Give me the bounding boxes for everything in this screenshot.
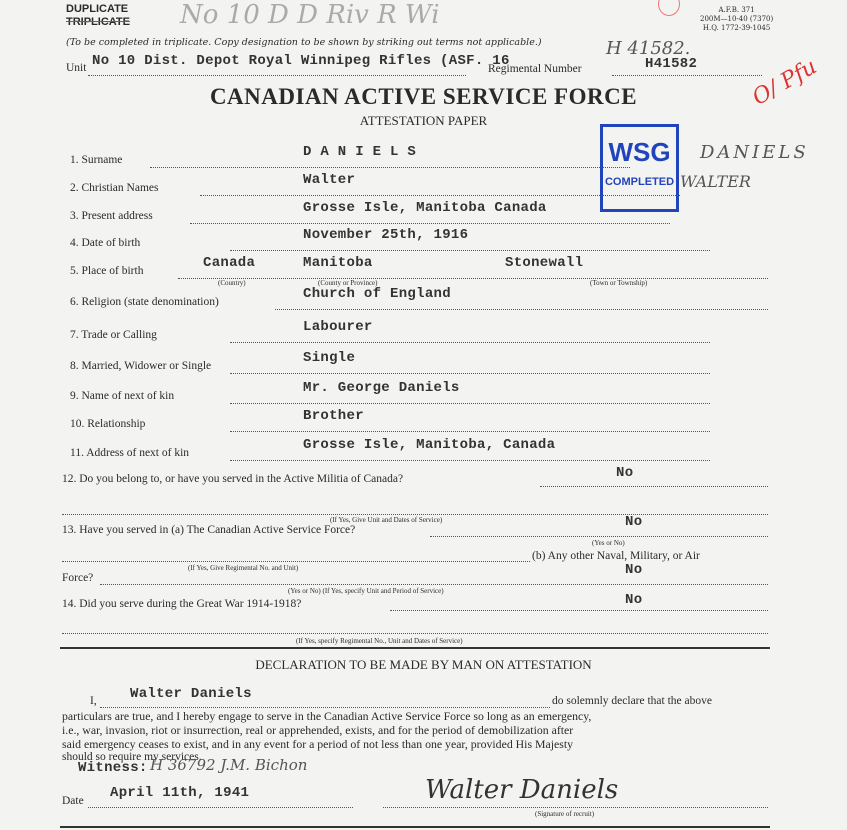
field-value: Grosse Isle, Manitoba Canada <box>303 200 547 216</box>
triplicate-label: TRIPLICATE <box>66 16 130 28</box>
field-label: 10. Relationship <box>70 418 146 430</box>
field-value: November 25th, 1916 <box>303 227 469 243</box>
answer-12: No <box>616 465 634 481</box>
field-value-town: Stonewall <box>505 255 584 271</box>
red-circle-mark <box>658 0 680 16</box>
field-value: Walter <box>303 172 356 188</box>
declaration-line: do solemnly declare that the above <box>552 695 712 707</box>
instruction-text: (To be completed in triplicate. Copy designation to be shown by striking out terms not applicable.) <box>66 37 542 48</box>
field-value: Single <box>303 350 356 366</box>
field-value: Church of England <box>303 286 451 302</box>
field-label: 11. Address of next of kin <box>70 447 190 459</box>
question-13b-cont: Force? <box>62 572 94 584</box>
field-label: 1. Surname <box>70 154 123 166</box>
answer-13a: No <box>625 514 643 530</box>
field-value: Mr. George Daniels <box>303 380 460 396</box>
note-13a: (Yes or No) <box>592 539 625 547</box>
signature-caption: (Signature of recruit) <box>535 810 595 818</box>
field-value: Grosse Isle, Manitoba, Canada <box>303 437 556 453</box>
form-codes <box>700 6 773 33</box>
unit-label: Unit <box>66 62 87 74</box>
note-13b: (If Yes, Give Regimental No. and Unit) <box>188 564 299 572</box>
margin-note-surname: DANIELS <box>700 142 809 163</box>
regimental-number-label: Regimental Number <box>488 63 582 75</box>
note-14: (If Yes, specify Regimental No., Unit and Dates of Service) <box>296 637 463 645</box>
declaration-line: particulars are true, and I hereby engage to serve in the Canadian Active Service Force so long as an emergency, <box>62 709 592 723</box>
margin-note-christian: WALTER <box>680 172 751 191</box>
question-14: 14. Did you serve during the Great War 1914-1918? <box>62 598 302 610</box>
note-12: (If Yes, Give Unit and Dates of Service) <box>330 516 443 524</box>
field-label: 7. Trade or Calling <box>70 329 157 341</box>
unit-value: No 10 Dist. Depot Royal Winnipeg Rifles (ASF. 16 <box>92 53 510 69</box>
field-label: 6. Religion (state denomination) <box>70 296 219 308</box>
wsg-completed-stamp <box>600 124 679 212</box>
form-title: CANADIAN ACTIVE SERVICE FORCE <box>209 84 638 109</box>
stamp-text: COMPLETED <box>604 176 675 188</box>
sub-caption: (County or Province) <box>318 279 378 287</box>
declaration-line: should so require my services. <box>62 751 202 763</box>
note-13b-2: (Yes or No) (If Yes, specify Unit and Period of Service) <box>288 587 444 595</box>
sub-caption: (Country) <box>218 279 246 287</box>
field-label: 9. Name of next of kin <box>70 390 175 402</box>
form-subtitle: ATTESTATION PAPER <box>359 113 488 128</box>
declaration-line: said emergency ceases to exist, and in any event for a period of not less than one year, provided His Majesty <box>62 737 574 751</box>
field-value: D A N I E L S <box>303 144 417 160</box>
field-value: Brother <box>303 408 364 424</box>
question-13a: 13. Have you served in (a) The Canadian Active Service Force? <box>62 524 356 536</box>
field-value: Canada <box>203 255 256 271</box>
stamp-text: WSG <box>608 137 671 167</box>
regimental-number-value: H41582 <box>645 56 698 72</box>
witness-label: Witness: <box>78 760 148 776</box>
field-label: 5. Place of birth <box>70 265 144 277</box>
sub-caption: (Town or Township) <box>590 279 648 287</box>
handwritten-top: No 10 D D Riv R Wi <box>180 0 440 30</box>
duplicate-label: DUPLICATE <box>66 3 129 15</box>
answer-13b: No <box>625 562 643 578</box>
form-code: A.F.B. 371 <box>718 6 755 14</box>
field-label: 2. Christian Names <box>70 182 159 194</box>
declaration-line: i.e., war, invasion, riot or insurrection, real or apprehended, exists, and for the period of demobilization after <box>62 723 574 737</box>
answer-14: No <box>625 592 643 608</box>
field-label: 4. Date of birth <box>70 237 141 249</box>
date-label: Date <box>62 795 84 807</box>
declaration-heading: DECLARATION TO BE MADE BY MAN ON ATTESTATION <box>255 657 592 672</box>
red-handwritten-mark: O/ Pfu <box>748 54 822 111</box>
handwritten-number: H 41582. <box>606 38 691 59</box>
field-label: 8. Married, Widower or Single <box>70 360 212 372</box>
form-code: 200M—10-40 (7370) <box>700 15 774 23</box>
declarant-name: Walter Daniels <box>130 686 252 702</box>
question-13b: (b) Any other Naval, Military, or Air <box>532 550 700 562</box>
recruit-signature: Walter Daniels <box>425 775 619 805</box>
form-code: H.Q. 1772-39-1045 <box>702 24 771 32</box>
field-label: 3. Present address <box>70 210 153 222</box>
declaration-i: I, <box>90 695 97 707</box>
field-value-province: Manitoba <box>303 255 373 271</box>
witness-signature: H 36792 J.M. Bichon <box>150 756 308 774</box>
date-value: April 11th, 1941 <box>110 785 250 801</box>
field-value: Labourer <box>303 319 373 335</box>
question-12: 12. Do you belong to, or have you served in the Active Militia of Canada? <box>62 473 404 485</box>
